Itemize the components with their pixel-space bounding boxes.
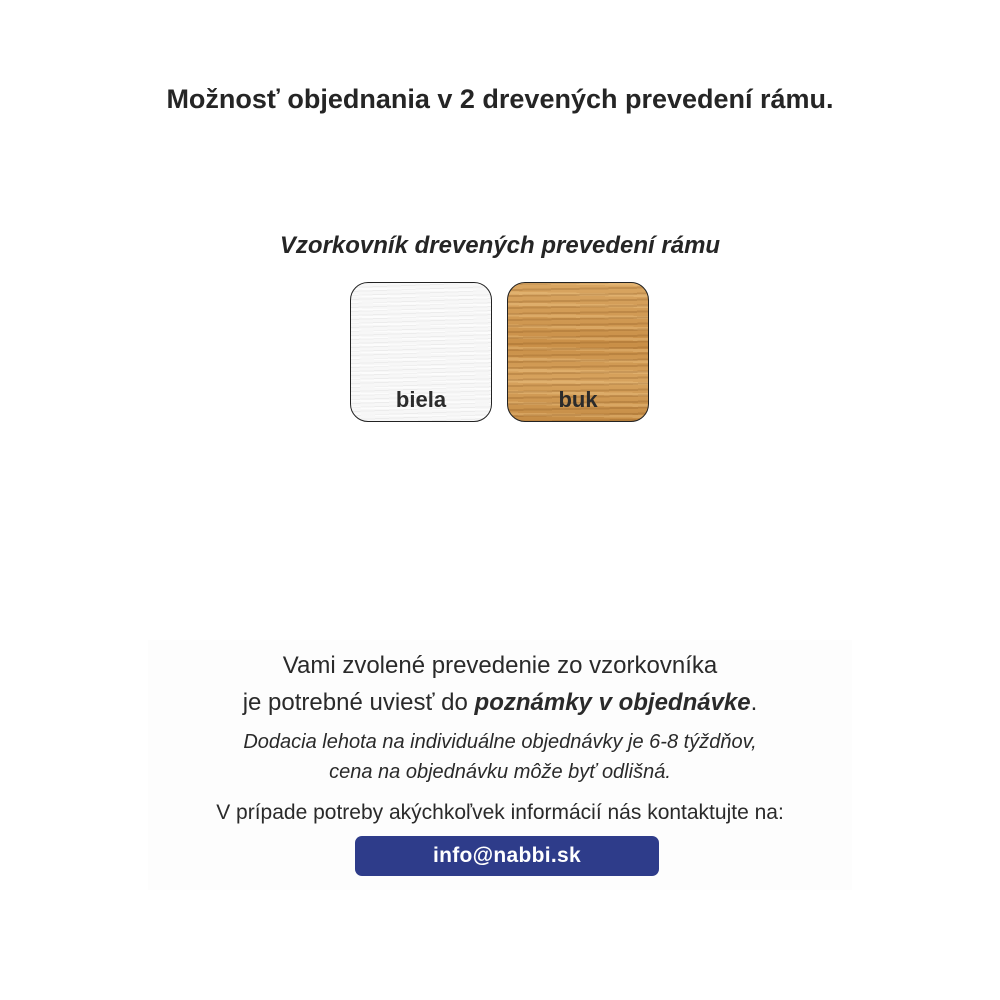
note-prefix: je potrebné uviesť do xyxy=(242,689,475,716)
swatch-label-biela: biela xyxy=(395,387,447,412)
swatch-biela xyxy=(350,282,492,422)
swatch-section-title: Vzorkovník drevených prevedení rámu xyxy=(279,232,721,259)
info-line-contact: V prípade potreby akýchkoľvek informácií nás kontaktujte na: xyxy=(216,801,784,824)
info-line-note xyxy=(0,689,1000,717)
note-emphasis: poznámky v objednávke xyxy=(474,689,751,716)
email-contact-button[interactable]: info@nabbi.sk xyxy=(355,836,659,876)
headline: Možnosť objednania v 2 drevených prevedení rámu. xyxy=(166,84,834,114)
note-suffix: . xyxy=(750,689,758,716)
info-line-delivery: Dodacia lehota na individuálne objednávky je 6-8 týždňov, xyxy=(243,731,757,753)
info-line-choice: Vami zvolené prevedenie zo vzorkovníka xyxy=(282,652,718,679)
swatch-buk xyxy=(507,282,649,422)
info-line-price: cena na objednávku môže byť odlišná. xyxy=(329,761,671,783)
swatch-label-buk: buk xyxy=(558,387,598,412)
